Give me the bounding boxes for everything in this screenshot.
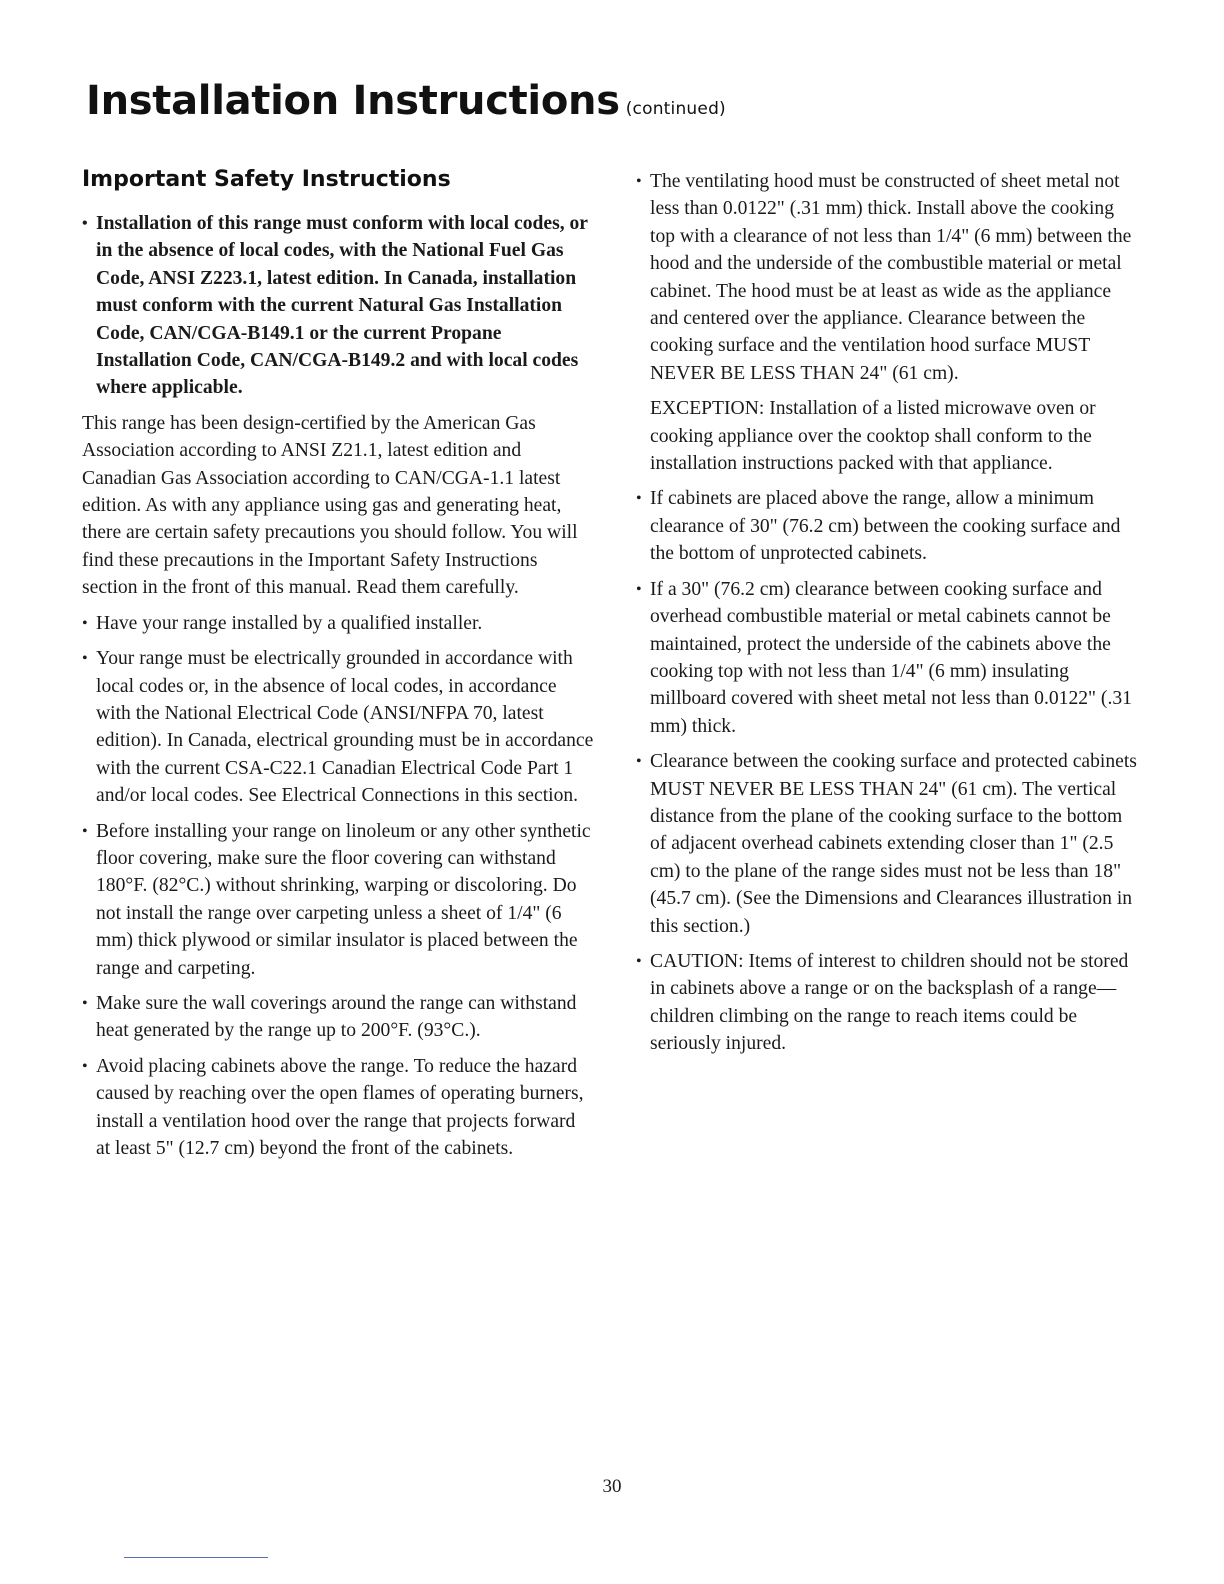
bullet-text: Installation of this range must conform with local codes, or in the absence of local codes, with the National Fuel Gas Code, ANSI Z223.1, latest edition. In Canada, installation must conform with the current Natural Gas Installation Code, CAN/CGA-B149.1 or the current Propane Installation Code, CAN/CGA-B149.2 and with local codes where applicable. <box>96 213 588 399</box>
footer-rule <box>124 1557 268 1558</box>
bullet-icon: • <box>82 650 88 668</box>
page-subtitle: (continued) <box>625 99 726 119</box>
bullet-icon: • <box>82 822 88 840</box>
bullet-icon: • <box>636 580 642 598</box>
bullet-text: If cabinets are placed above the range, allow a minimum clearance of 30" (76.2 cm) between the cooking surface and the bottom of unprotected cabinets. <box>650 488 1121 565</box>
right-column <box>636 168 1140 1066</box>
bullet-item <box>82 1053 594 1163</box>
bullet-item <box>82 610 594 637</box>
bullet-item <box>82 818 594 982</box>
page-title <box>86 78 726 124</box>
bullet-item <box>636 748 1140 940</box>
bullet-text: Before installing your range on linoleum or any other synthetic floor covering, make sure the floor covering can withstand 180°F. (82°C.) without shrinking, warping or discoloring. Do not install the range over carpeting unless a sheet of 1/4" (6 mm) thick plywood or similar insulator is placed between the range and carpeting. <box>96 820 591 979</box>
bullet-item <box>636 168 1140 387</box>
page-number: 30 <box>602 1476 622 1497</box>
bullet-item <box>636 485 1140 567</box>
left-column <box>82 166 594 1170</box>
bullet-item <box>636 948 1140 1058</box>
bullet-icon: • <box>636 753 642 771</box>
bullet-icon: • <box>636 173 642 190</box>
bullet-icon: • <box>636 952 642 970</box>
bullet-icon: • <box>82 215 88 232</box>
exception-paragraph: EXCEPTION: Installation of a listed microwave oven or cooking appliance over the cooktop shall conform to the installation instructions packed with that appliance. <box>650 398 1096 475</box>
bullet-text: Make sure the wall coverings around the range can withstand heat generated by the range up to 200°F. (93°C.). <box>96 992 577 1042</box>
paragraph: This range has been design-certified by the American Gas Association according to ANSI Z21.1, latest edition and Canadian Gas Association according to CAN/CGA-1.1 latest edition. As with any appliance using gas and generating heat, there are certain safety precautions you should follow. You will find these precautions in the Important Safety Instructions section in the front of this manual. Read them carefully. <box>82 412 578 599</box>
section-heading: Important Safety Instructions <box>82 167 451 192</box>
bullet-text: Your range must be electrically grounded in accordance with local codes or, in the absence of local codes, in accordance with the National Electrical Code (ANSI/NFPA 70, latest edition). In Canada, electrical grounding must be in accordance with the current CSA-C22.1 Canadian Electrical Code Part 1 and/or local codes. See Electrical Connections in this section. <box>96 648 594 807</box>
bullet-text: Clearance between the cooking surface and protected cabinets MUST NEVER BE LESS THAN 24" (61 cm). The vertical distance from the plane of the cooking surface to the bottom of adjacent overhead cabinets extending closer than 1" (2.5 cm) to the plane of the range sides must not be less than 18" (45.7 cm). (See the Dimensions and Clearances illustration in this section.) <box>650 751 1137 937</box>
bullet-item <box>82 210 594 402</box>
bullet-text: Avoid placing cabinets above the range. To reduce the hazard caused by reaching over the open flames of operating burners, install a ventilation hood over the range that projects forward at least 5" (12.7 cm) beyond the front of the cabinets. <box>96 1055 584 1159</box>
bullet-text: If a 30" (76.2 cm) clearance between cooking surface and overhead combustible material or metal cabinets cannot be maintained, protect the underside of the cabinets above the cooking top with not less than 1/4" (6 mm) insulating millboard covered with sheet metal not less than 0.0122" (.31 mm) thick. <box>650 578 1132 737</box>
page-title-text: Installation Instructions <box>86 78 620 124</box>
bullet-icon: • <box>636 490 642 508</box>
bullet-icon: • <box>82 1057 88 1075</box>
bullet-item <box>636 576 1140 740</box>
bullet-text: CAUTION: Items of interest to children should not be stored in cabinets above a range or on the backsplash of a range—children climbing on the range to reach items could be seriously injured. <box>650 950 1129 1055</box>
bullet-item <box>82 645 594 809</box>
bullet-icon: • <box>82 614 88 632</box>
bullet-icon: • <box>82 994 88 1012</box>
bullet-text: Have your range installed by a qualified installer. <box>96 612 483 634</box>
bullet-text: The ventilating hood must be constructed of sheet metal not less than 0.0122" (.31 mm) thick. Install above the cooking top with a clearance of not less than 1/4" (6 mm) between the hood and the underside of the combustible material or metal cabinet. The hood must be at least as wide as the appliance and centered over the appliance. Clearance between the cooking surface and the ventilation hood surface MUST NEVER BE LESS THAN 24" (61 cm). <box>650 171 1132 384</box>
bullet-item <box>82 990 594 1045</box>
